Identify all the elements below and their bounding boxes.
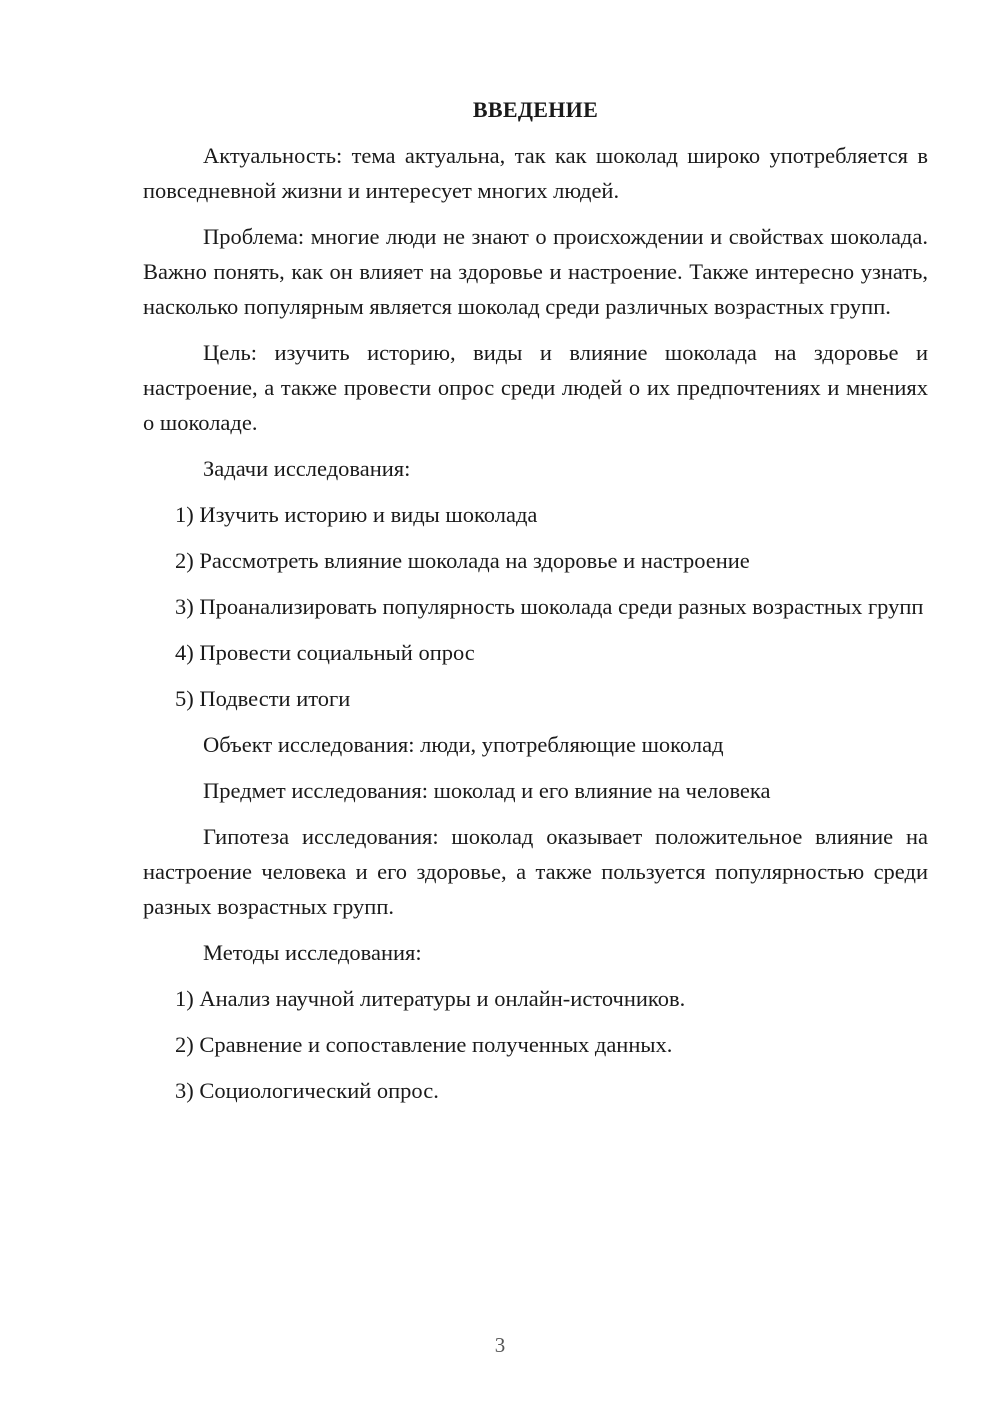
problem-paragraph: Проблема: многие люди не знают о происхождении и свойствах шоколада. Важно понять, как он влияет на здоровье и настроение. Также интересно узнать, насколько популярным является шоколад среди различных возрастных групп. bbox=[143, 224, 928, 319]
goal-paragraph: Цель: изучить историю, виды и влияние шоколада на здоровье и настроение, а также провести опрос среди людей о их предпочтениях и мнениях о шоколаде. bbox=[143, 340, 928, 435]
object-paragraph: Объект исследования: люди, употребляющие шоколад bbox=[203, 732, 724, 757]
tasks-heading: Задачи исследования: bbox=[203, 456, 411, 481]
hypothesis-paragraph: Гипотеза исследования: шоколад оказывает положительное влияние на настроение человека и его здоровье, а также пользуется популярностью среди разных возрастных групп. bbox=[143, 824, 928, 919]
relevance-paragraph: Актуальность: тема актуальна, так как шоколад широко употребляется в повседневной жизни и интересует многих людей. bbox=[143, 143, 928, 203]
task-item: 1) Изучить историю и виды шоколада bbox=[175, 502, 538, 527]
task-item: 2) Рассмотреть влияние шоколада на здоровье и настроение bbox=[175, 548, 750, 573]
task-item: 4) Провести социальный опрос bbox=[175, 640, 475, 665]
method-item: 2) Сравнение и сопоставление полученных данных. bbox=[175, 1032, 673, 1057]
task-item: 5) Подвести итоги bbox=[175, 686, 351, 711]
section-title: ВВЕДЕНИЕ bbox=[472, 97, 599, 122]
method-item: 1) Анализ научной литературы и онлайн-источников. bbox=[175, 986, 686, 1011]
methods-heading: Методы исследования: bbox=[203, 940, 422, 965]
method-item: 3) Социологический опрос. bbox=[175, 1078, 439, 1103]
page-number: 3 bbox=[494, 1333, 506, 1357]
task-item: 3) Проанализировать популярность шоколада среди разных возрастных групп bbox=[175, 594, 924, 619]
page-content bbox=[143, 92, 928, 1119]
subject-paragraph: Предмет исследования: шоколад и его влияние на человека bbox=[203, 778, 771, 803]
